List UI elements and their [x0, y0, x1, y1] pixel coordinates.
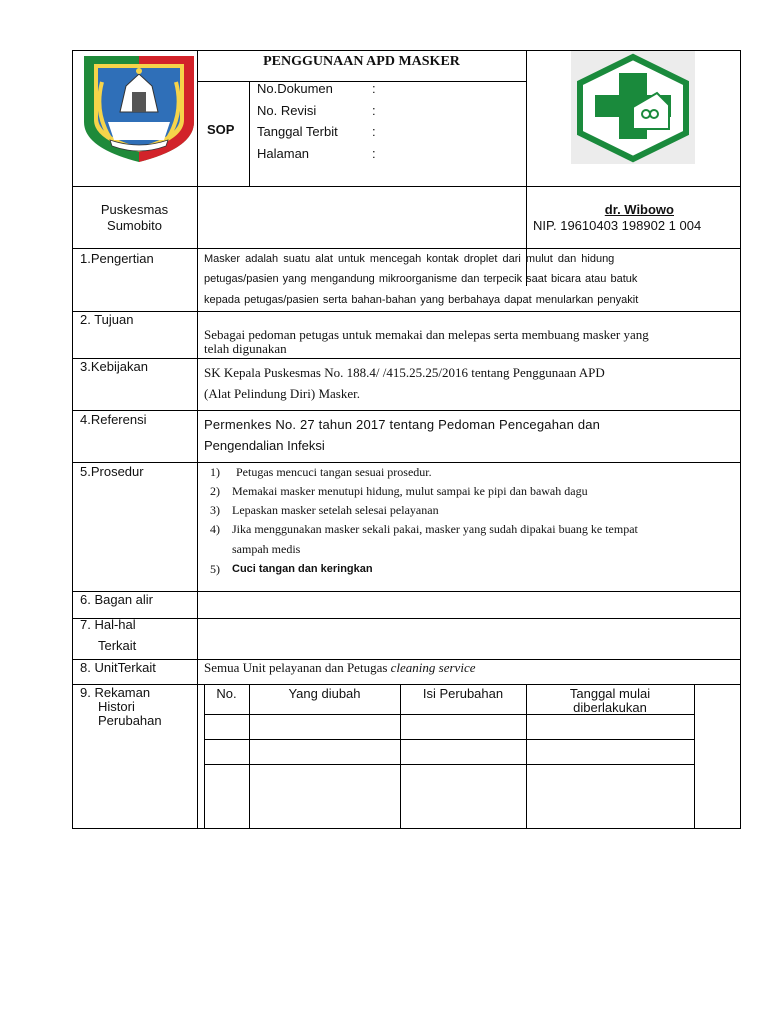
- sop-label: SOP: [207, 122, 235, 137]
- row-divider-8: [72, 684, 741, 685]
- prosedur-step-num: 4): [210, 522, 220, 536]
- prosedur-step-num: 5): [210, 562, 220, 576]
- history-col-1: [204, 684, 205, 829]
- referensi-line-2: Pengendalian Infeksi: [204, 438, 325, 453]
- section-label-terkait: Terkait: [98, 638, 137, 653]
- prosedur-step-text: Cuci tangan dan keringkan: [232, 563, 373, 575]
- row-divider-4: [72, 462, 741, 463]
- section-label-referensi: 4.Referensi: [80, 412, 147, 427]
- sop-divider: [249, 81, 250, 186]
- history-row-divider-3: [204, 764, 695, 765]
- pengertian-line-1: Masker adalah suatu alat untuk mencegah kontak droplet dari mulut dan hidung: [204, 253, 615, 265]
- puskesmas-logo-box: [571, 51, 695, 164]
- institution-line1: Puskesmas: [100, 202, 169, 217]
- history-col-5: [694, 684, 695, 829]
- row-divider-1: [72, 311, 741, 312]
- institution-line2: Sumobito: [107, 218, 162, 233]
- row-divider-header: [72, 186, 741, 187]
- section-label-hal-hal: 7. Hal-hal: [80, 617, 136, 632]
- field-sep: :: [372, 146, 376, 161]
- field-label-no-dokumen: No.Dokumen: [257, 81, 333, 96]
- history-header-isi-perubahan: Isi Perubahan: [422, 686, 504, 701]
- history-header-no: No.: [216, 686, 237, 701]
- field-sep: :: [372, 103, 376, 118]
- prosedur-step-num: 3): [210, 503, 220, 517]
- kebijakan-line-1: SK Kepala Puskesmas No. 188.4/ /415.25.25/2016 tentang Penggunaan APD: [204, 365, 605, 380]
- table-border-bottom: [72, 828, 741, 829]
- history-header-yang-diubah: Yang diubah: [288, 686, 361, 701]
- table-border-left: [72, 50, 73, 829]
- section-label-pengertian: 1.Pengertian: [80, 251, 154, 266]
- label-column-divider: [197, 50, 198, 829]
- section-label-unit-terkait: 8. UnitTerkait: [80, 660, 156, 675]
- signatory-nip: NIP. 19610403 198902 1 004: [533, 218, 702, 233]
- title-divider: [197, 81, 526, 82]
- unit-terkait-main: Semua Unit pelayanan dan Petugas: [204, 660, 391, 675]
- history-col-2: [249, 684, 250, 829]
- kebijakan-line-2: (Alat Pelindung Diri) Masker.: [204, 386, 360, 401]
- prosedur-step-text: Jika menggunakan masker sekali pakai, masker yang sudah dipakai buang ke tempat: [232, 522, 638, 536]
- row-divider-6: [72, 618, 741, 619]
- row-divider-3: [72, 410, 741, 411]
- section-label-rekaman: 9. Rekaman: [80, 685, 151, 700]
- section-label-tujuan: 2. Tujuan: [80, 312, 134, 327]
- prosedur-step-text: Lepaskan masker setelah selesai pelayanan: [232, 503, 439, 517]
- tujuan-line-2: telah digunakan: [204, 341, 287, 356]
- prosedur-step-text: sampah medis: [232, 542, 301, 556]
- document-title: PENGGUNAAN APD MASKER: [263, 54, 460, 69]
- field-label-halaman: Halaman: [257, 146, 310, 161]
- regency-crest-icon: [80, 52, 198, 164]
- field-label-no-revisi: No. Revisi: [257, 103, 317, 118]
- history-header-tanggal: Tanggal mulai: [569, 686, 651, 701]
- pengertian-line-2: petugas/pasien yang mengandung mikroorganisme dan terpecik saat bicara atau batuk: [204, 273, 638, 285]
- section-label-perubahan: Perubahan: [98, 713, 162, 728]
- signatory-name: dr. Wibowo: [604, 202, 674, 217]
- unit-terkait-text: [204, 660, 475, 676]
- field-sep: :: [372, 124, 376, 139]
- tujuan-line-1: Sebagai pedoman petugas untuk memakai dan melepas serta membuang masker yang: [204, 327, 649, 342]
- field-label-tanggal-terbit: Tanggal Terbit: [257, 124, 338, 139]
- puskesmas-cross-icon: [571, 51, 695, 164]
- pengertian-line-3: kepada petugas/pasien serta bahan-bahan yang berbahaya dapat menularkan penyakit: [204, 294, 639, 306]
- history-header-diberlakukan: diberlakukan: [573, 700, 647, 715]
- history-col-3: [400, 684, 401, 829]
- prosedur-step-num: 1): [210, 465, 220, 479]
- prosedur-step-text: Petugas mencuci tangan sesuai prosedur.: [236, 465, 432, 479]
- section-label-prosedur: 5.Prosedur: [80, 464, 144, 479]
- section-label-bagan-alir: 6. Bagan alir: [80, 592, 153, 607]
- prosedur-step-num: 2): [210, 484, 220, 498]
- referensi-line-1: Permenkes No. 27 tahun 2017 tentang Pedoman Pencegahan dan: [204, 417, 601, 432]
- table-border-right: [740, 50, 741, 829]
- unit-terkait-italic: cleaning service: [390, 660, 476, 675]
- section-label-kebijakan: 3.Kebijakan: [80, 359, 148, 374]
- row-divider-2: [72, 358, 741, 359]
- field-sep: :: [372, 81, 376, 96]
- section-label-histori: Histori: [98, 699, 135, 714]
- row-divider-5: [72, 591, 741, 592]
- history-row-divider-2: [204, 739, 695, 740]
- row-divider-institution: [72, 248, 741, 249]
- prosedur-step-text: Memakai masker menutupi hidung, mulut sampai ke pipi dan bawah dagu: [232, 484, 588, 498]
